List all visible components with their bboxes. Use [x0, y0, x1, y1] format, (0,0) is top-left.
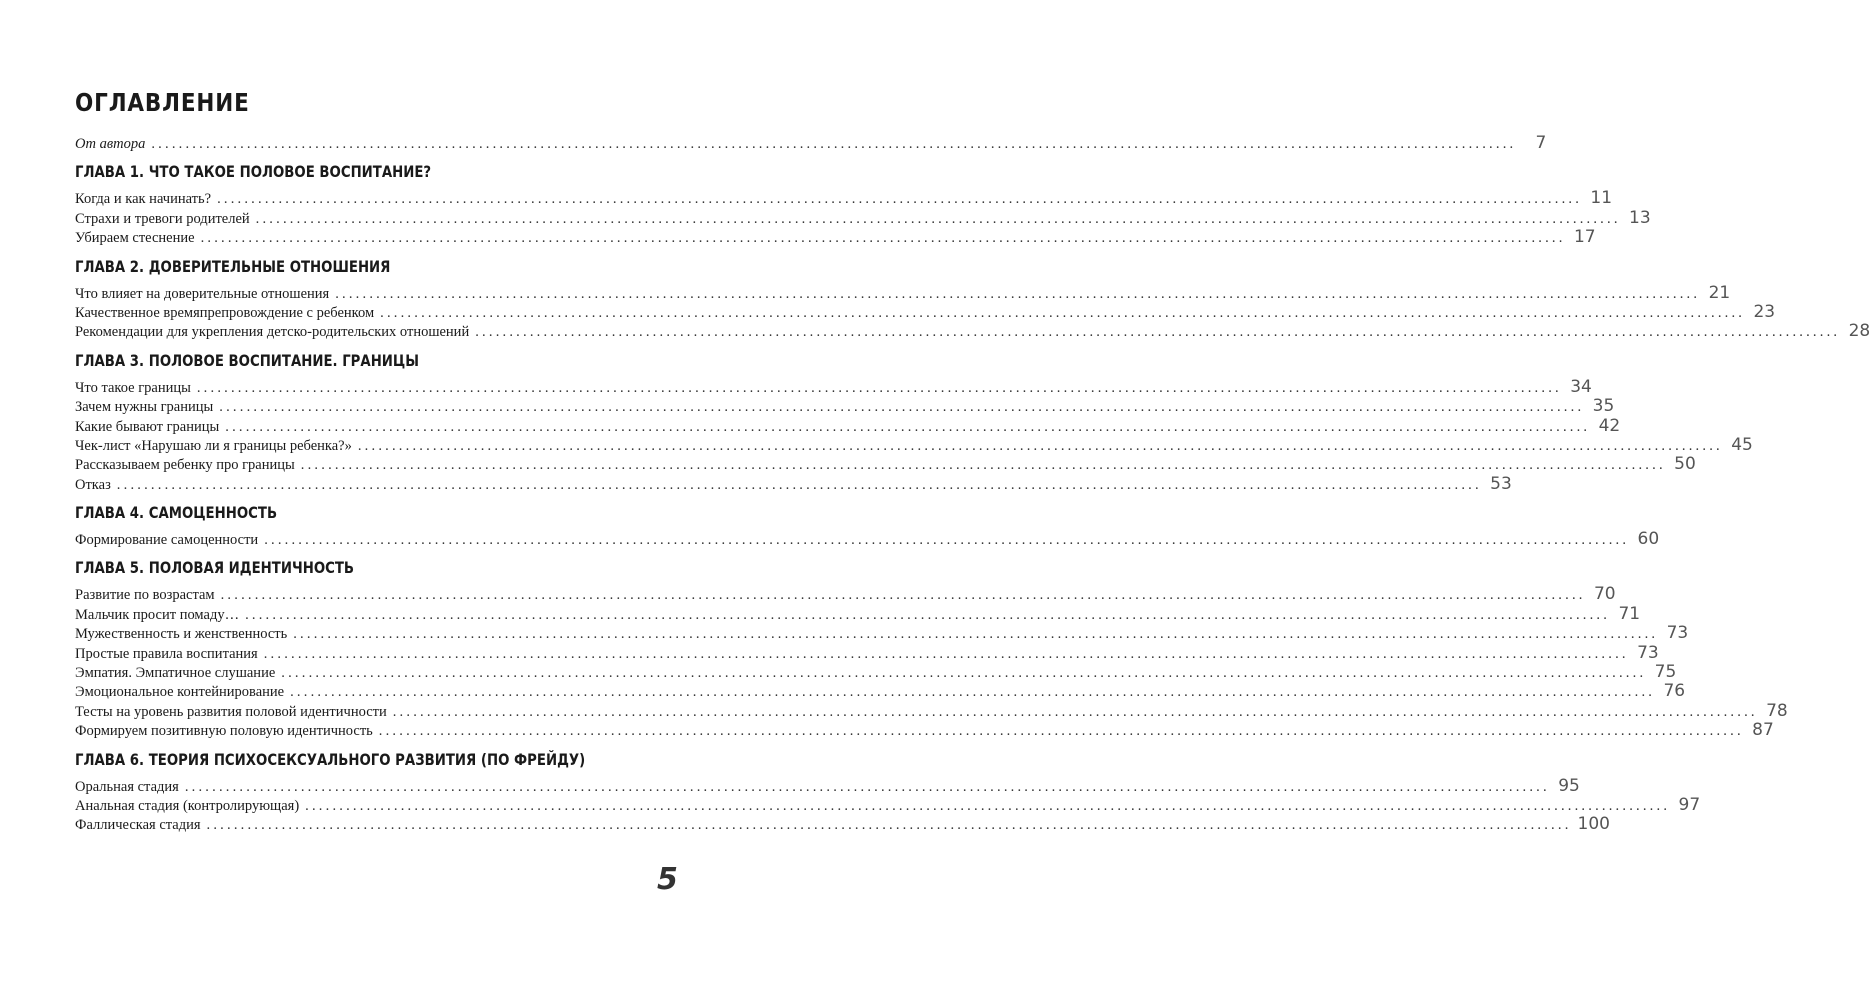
toc-entry[interactable]: [75, 188, 1613, 209]
toc-entry-page: 7: [1535, 133, 1547, 153]
toc-entry[interactable]: [75, 434, 1753, 455]
chapter-spacer: [75, 341, 612, 351]
toc-entry[interactable]: [75, 529, 1660, 550]
leader-dots: ........................................................................................................................................................................................................: [245, 606, 1611, 623]
toc-entry-label: Развитие по возрастам: [75, 587, 215, 604]
leader-dots: ........................................................................................................................................................................................................: [196, 379, 1562, 396]
leader-dots: ........................................................................................................................................................................................................: [217, 191, 1583, 208]
toc-entry[interactable]: [75, 814, 1610, 835]
leader-dots: ........................................................................................................................................................................................................: [281, 665, 1647, 682]
chapter-spacer: [75, 548, 612, 558]
leader-dots: ........................................................................................................................................................................................................: [335, 285, 1701, 302]
toc-entry-page: 70: [1593, 584, 1616, 605]
toc-entry-page: 78: [1766, 700, 1788, 721]
chapter-spacer: [75, 152, 612, 162]
toc-entry-label: Оральная стадия: [75, 778, 179, 795]
toc-entry-page: 73: [1637, 642, 1659, 663]
toc-entry-page: 50: [1674, 454, 1696, 475]
page-number: 5: [657, 862, 678, 897]
leader-dots: ........................................................................................................................................................................................................: [305, 797, 1671, 814]
toc-entry[interactable]: [75, 700, 1788, 721]
chapter-spacer: [75, 247, 612, 257]
toc-entry[interactable]: [75, 396, 1615, 417]
chapter-heading[interactable]: ГЛАВА 1. ЧТО ТАКОЕ ПОЛОВОЕ ВОСПИТАНИЕ?: [75, 162, 432, 182]
toc-entry[interactable]: [75, 794, 1701, 815]
toc-entry-label: Чек-лист «Нарушаю ли я границы ребенка?»: [75, 437, 352, 454]
toc-entry[interactable]: [75, 681, 1686, 702]
toc-entry-label: Рекомендации для укрепления детско-родительских отношений: [75, 324, 470, 341]
toc-entry[interactable]: [75, 662, 1677, 683]
toc-entry[interactable]: [75, 207, 1651, 228]
toc-entry-label: Что влияет на доверительные отношения: [75, 285, 330, 302]
toc-entry[interactable]: [75, 642, 1659, 663]
toc-entry-page: 35: [1592, 396, 1615, 417]
toc-entry-page: 45: [1731, 434, 1753, 455]
toc-entry-label: Фаллическая стадия: [75, 817, 201, 834]
leader-dots: ........................................................................................................................................................................................................: [184, 778, 1550, 795]
toc-entry[interactable]: [75, 473, 1512, 494]
toc-entry-label: Страхи и тревоги родителей: [75, 210, 250, 227]
toc-entry[interactable]: [75, 584, 1616, 605]
toc-entry-label: Рассказываем ребенку про границы: [75, 457, 295, 474]
leader-dots: ........................................................................................................................................................................................................: [220, 587, 1586, 604]
leader-dots: ........................................................................................................................................................................................................: [263, 645, 1629, 662]
leader-dots: ........................................................................................................................................................................................................: [225, 418, 1591, 435]
toc-entry[interactable]: [75, 623, 1689, 644]
toc-entry[interactable]: [75, 454, 1696, 475]
leader-dots: ........................................................................................................................................................................................................: [151, 136, 1517, 152]
leader-dots: ........................................................................................................................................................................................................: [200, 230, 1566, 247]
toc-entry-label: Тесты на уровень развития половой идентичности: [75, 703, 387, 720]
toc-entry-page: 73: [1666, 623, 1689, 644]
page-title: ОГЛАВЛЕНИЕ: [75, 88, 250, 117]
leader-dots: ........................................................................................................................................................................................................: [264, 532, 1630, 549]
toc-entry-label: Формируем позитивную половую идентичность: [75, 723, 373, 740]
toc-entry-page: 28: [1848, 321, 1870, 342]
toc-entry[interactable]: [75, 282, 1731, 303]
toc-entry-author[interactable]: [75, 133, 1547, 153]
toc-entry[interactable]: [75, 227, 1596, 248]
leader-dots: ........................................................................................................................................................................................................: [475, 324, 1841, 341]
toc-entry-label: Анальная стадия (контролирующая): [75, 797, 300, 814]
toc-entry-page: 100: [1577, 814, 1610, 835]
chapter-spacer: [75, 740, 612, 750]
toc-entry[interactable]: [75, 720, 1774, 741]
toc-entry-page: 42: [1598, 415, 1621, 436]
toc-entry-label: Что такое границы: [75, 379, 191, 396]
table-of-contents: [75, 133, 1870, 835]
chapter-heading[interactable]: ГЛАВА 6. ТЕОРИЯ ПСИХОСЕКСУАЛЬНОГО РАЗВИТИЯ (ПО ФРЕЙДУ): [75, 749, 586, 769]
leader-dots: ........................................................................................................................................................................................................: [392, 703, 1758, 720]
toc-entry-label: Эмоциональное контейнирование: [75, 684, 285, 701]
toc-entry-page: 11: [1590, 188, 1613, 209]
leader-dots: ........................................................................................................................................................................................................: [219, 399, 1585, 416]
leader-dots: ........................................................................................................................................................................................................: [290, 684, 1656, 701]
toc-entry[interactable]: [75, 603, 1641, 624]
leader-dots: ........................................................................................................................................................................................................: [255, 210, 1621, 227]
toc-entry-label: Простые правила воспитания: [75, 645, 258, 662]
chapter-heading[interactable]: ГЛАВА 4. САМОЦЕННОСТЬ: [75, 503, 278, 523]
toc-entry-label: Отказ: [75, 476, 111, 493]
toc-entry-label: Убираем стеснение: [75, 230, 195, 247]
toc-entry-page: 13: [1629, 207, 1651, 228]
toc-entry-page: 34: [1570, 376, 1592, 397]
toc-entry-page: 17: [1573, 227, 1596, 248]
toc-entry[interactable]: [75, 321, 1870, 342]
toc-entry-label: От автора: [75, 136, 146, 152]
toc-entry-label: Какие бывают границы: [75, 418, 220, 435]
toc-entry-page: 71: [1618, 603, 1641, 624]
toc-entry-label: Формирование самоценности: [75, 532, 259, 549]
leader-dots: ........................................................................................................................................................................................................: [300, 457, 1666, 474]
leader-dots: ........................................................................................................................................................................................................: [116, 476, 1482, 493]
toc-entry[interactable]: [75, 775, 1580, 796]
toc-entry[interactable]: [75, 415, 1621, 436]
toc-entry-label: Когда и как начинать?: [75, 191, 212, 208]
leader-dots: ........................................................................................................................................................................................................: [357, 437, 1723, 454]
toc-entry[interactable]: [75, 301, 1776, 322]
toc-entry-page: 60: [1637, 529, 1660, 550]
chapter-heading[interactable]: ГЛАВА 2. ДОВЕРИТЕЛЬНЫЕ ОТНОШЕНИЯ: [75, 256, 391, 276]
toc-entry-page: 97: [1678, 794, 1701, 815]
leader-dots: ........................................................................................................................................................................................................: [378, 723, 1744, 740]
chapter-spacer: [75, 493, 612, 503]
toc-entry-label: Мальчик просит помаду…: [75, 606, 240, 623]
chapter-heading[interactable]: ГЛАВА 3. ПОЛОВОЕ ВОСПИТАНИЕ. ГРАНИЦЫ: [75, 350, 420, 370]
toc-entry-page: 21: [1708, 282, 1731, 303]
toc-entry-page: 87: [1752, 720, 1774, 741]
leader-dots: ........................................................................................................................................................................................................: [380, 304, 1746, 321]
toc-entry-label: Эмпатия. Эмпатичное слушание: [75, 665, 276, 682]
toc-entry-page: 76: [1663, 681, 1686, 702]
toc-entry-label: Мужественность и женственность: [75, 626, 288, 643]
leader-dots: ........................................................................................................................................................................................................: [293, 626, 1659, 643]
toc-entry[interactable]: [75, 376, 1592, 397]
toc-entry-page: 75: [1654, 662, 1677, 683]
toc-entry-page: 23: [1753, 301, 1776, 322]
toc-entry-label: Зачем нужны границы: [75, 399, 214, 416]
leader-dots: ........................................................................................................................................................................................................: [206, 817, 1572, 834]
toc-entry-page: 95: [1558, 775, 1580, 796]
toc-entry-page: 53: [1490, 473, 1512, 494]
chapter-heading[interactable]: ГЛАВА 5. ПОЛОВАЯ ИДЕНТИЧНОСТЬ: [75, 558, 355, 578]
toc-entry-label: Качественное времяпрепровождение с ребенком: [75, 304, 375, 321]
